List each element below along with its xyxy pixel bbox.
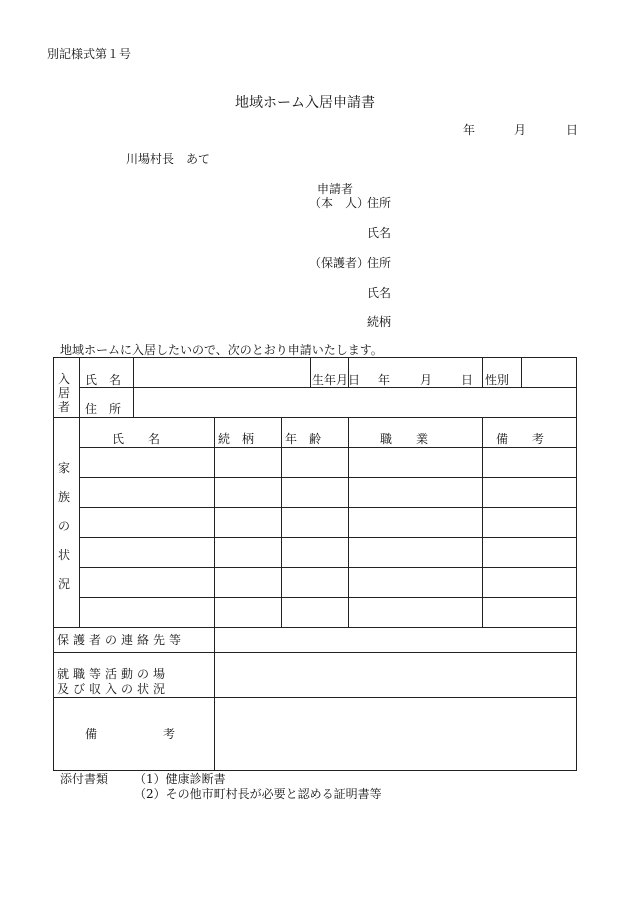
family-row-cell[interactable] [215,598,280,626]
family-row-cell[interactable] [80,538,213,566]
work-place-field[interactable] [216,654,575,696]
family-row-cell[interactable] [349,598,481,626]
applicant-self-label: （本 人） [309,196,370,210]
family-row-cell[interactable] [483,598,575,626]
family-header-occupation: 職 業 [380,432,429,446]
family-header-relation: 続 柄 [218,432,255,446]
family-row-cell[interactable] [282,598,347,626]
table-line [79,357,80,417]
table-line [482,357,483,387]
guardian-contact-field[interactable] [216,629,575,651]
resident-dob-day: 日 [461,373,474,387]
family-row-cell[interactable] [282,538,347,566]
attachments-label: 添付書類 [60,772,109,786]
family-side-label-4: 状 [57,548,70,562]
family-row-cell[interactable] [483,478,575,506]
family-row-cell[interactable] [80,478,213,506]
date-day-label: 日 [566,123,579,137]
applicant-guardian-relation-label: 続柄 [367,315,392,329]
family-row-cell[interactable] [349,478,481,506]
family-row-cell[interactable] [215,448,280,476]
resident-address-field[interactable] [135,389,575,416]
applicant-self-name-label: 氏名 [367,226,392,240]
table-line [53,697,576,698]
family-row-cell[interactable] [282,508,347,536]
applicant-guardian-name-label: 氏名 [367,286,392,300]
family-header-age: 年 齢 [285,432,322,446]
page-title: 地域ホーム入居申請書 [235,95,375,111]
resident-name-label: 氏 名 [85,373,122,387]
applicant-heading: 申請者 [317,182,354,196]
table-line [133,357,134,417]
resident-name-field[interactable] [135,359,308,386]
family-row-cell[interactable] [349,508,481,536]
family-row-cell[interactable] [282,448,347,476]
resident-sex-field[interactable] [523,359,575,386]
family-row-cell[interactable] [282,478,347,506]
resident-side-label-1: 入 [57,372,70,386]
resident-sex-label: 性別 [485,373,510,387]
family-row-cell[interactable] [349,538,481,566]
family-row-cell[interactable] [80,598,213,626]
table-line [214,627,215,770]
resident-address-label: 住 所 [85,402,122,416]
resident-side-label-2: 居 [57,386,70,400]
family-row-cell[interactable] [215,568,280,596]
date-year-label: 年 [463,123,476,137]
remarks-label: 備 考 [85,727,190,741]
family-side-label-3: の [57,519,70,533]
table-line [53,652,576,653]
family-row-cell[interactable] [215,538,280,566]
attachment-item-1: （1）健康診断書 [134,772,226,786]
family-side-label-5: 況 [57,577,70,591]
date-month-label: 月 [514,123,527,137]
family-row-cell[interactable] [215,508,280,536]
applicant-guardian-label: （保護者） [309,256,370,270]
family-row-cell[interactable] [282,568,347,596]
family-row-cell[interactable] [483,508,575,536]
work-place-label-1: 就職等活動の場 [57,667,170,681]
attachment-item-2: （2）その他市町村長が必要と認める証明書等 [134,787,382,801]
table-line [53,770,577,771]
resident-dob-year: 年 [378,373,391,387]
table-line [521,357,522,387]
remarks-field[interactable] [216,699,575,769]
work-place-label-2: 及び収入の状況 [57,682,170,696]
resident-side-label-3: 者 [57,400,70,414]
family-header-name: 氏 名 [112,432,161,446]
family-row-cell[interactable] [80,508,213,536]
family-row-cell[interactable] [349,448,481,476]
family-side-label-1: 家 [57,461,70,475]
form-number: 別記様式第１号 [47,47,132,61]
addressee: 川場村長 あて [126,152,211,166]
table-line [53,417,576,418]
table-line [53,357,577,358]
applicant-guardian-address-label: 住所 [367,256,392,270]
intro-text: 地域ホームに入居したいので、次のとおり申請いたします。 [60,343,383,357]
table-line [53,357,54,770]
family-row-cell[interactable] [483,538,575,566]
table-line [79,387,576,388]
family-row-cell[interactable] [215,478,280,506]
family-row-cell[interactable] [349,568,481,596]
table-line [53,627,576,628]
table-line [576,357,577,770]
guardian-contact-label: 保護者の連絡先等 [57,633,186,647]
family-row-cell[interactable] [80,568,213,596]
family-side-label-2: 族 [57,490,70,504]
family-row-cell[interactable] [483,448,575,476]
family-header-remarks: 備 考 [496,432,545,446]
resident-dob-month: 月 [420,373,433,387]
table-line [310,357,311,387]
family-row-cell[interactable] [483,568,575,596]
resident-dob-label: 生年月日 [312,373,361,387]
applicant-self-address-label: 住所 [367,196,392,210]
family-row-cell[interactable] [80,448,213,476]
